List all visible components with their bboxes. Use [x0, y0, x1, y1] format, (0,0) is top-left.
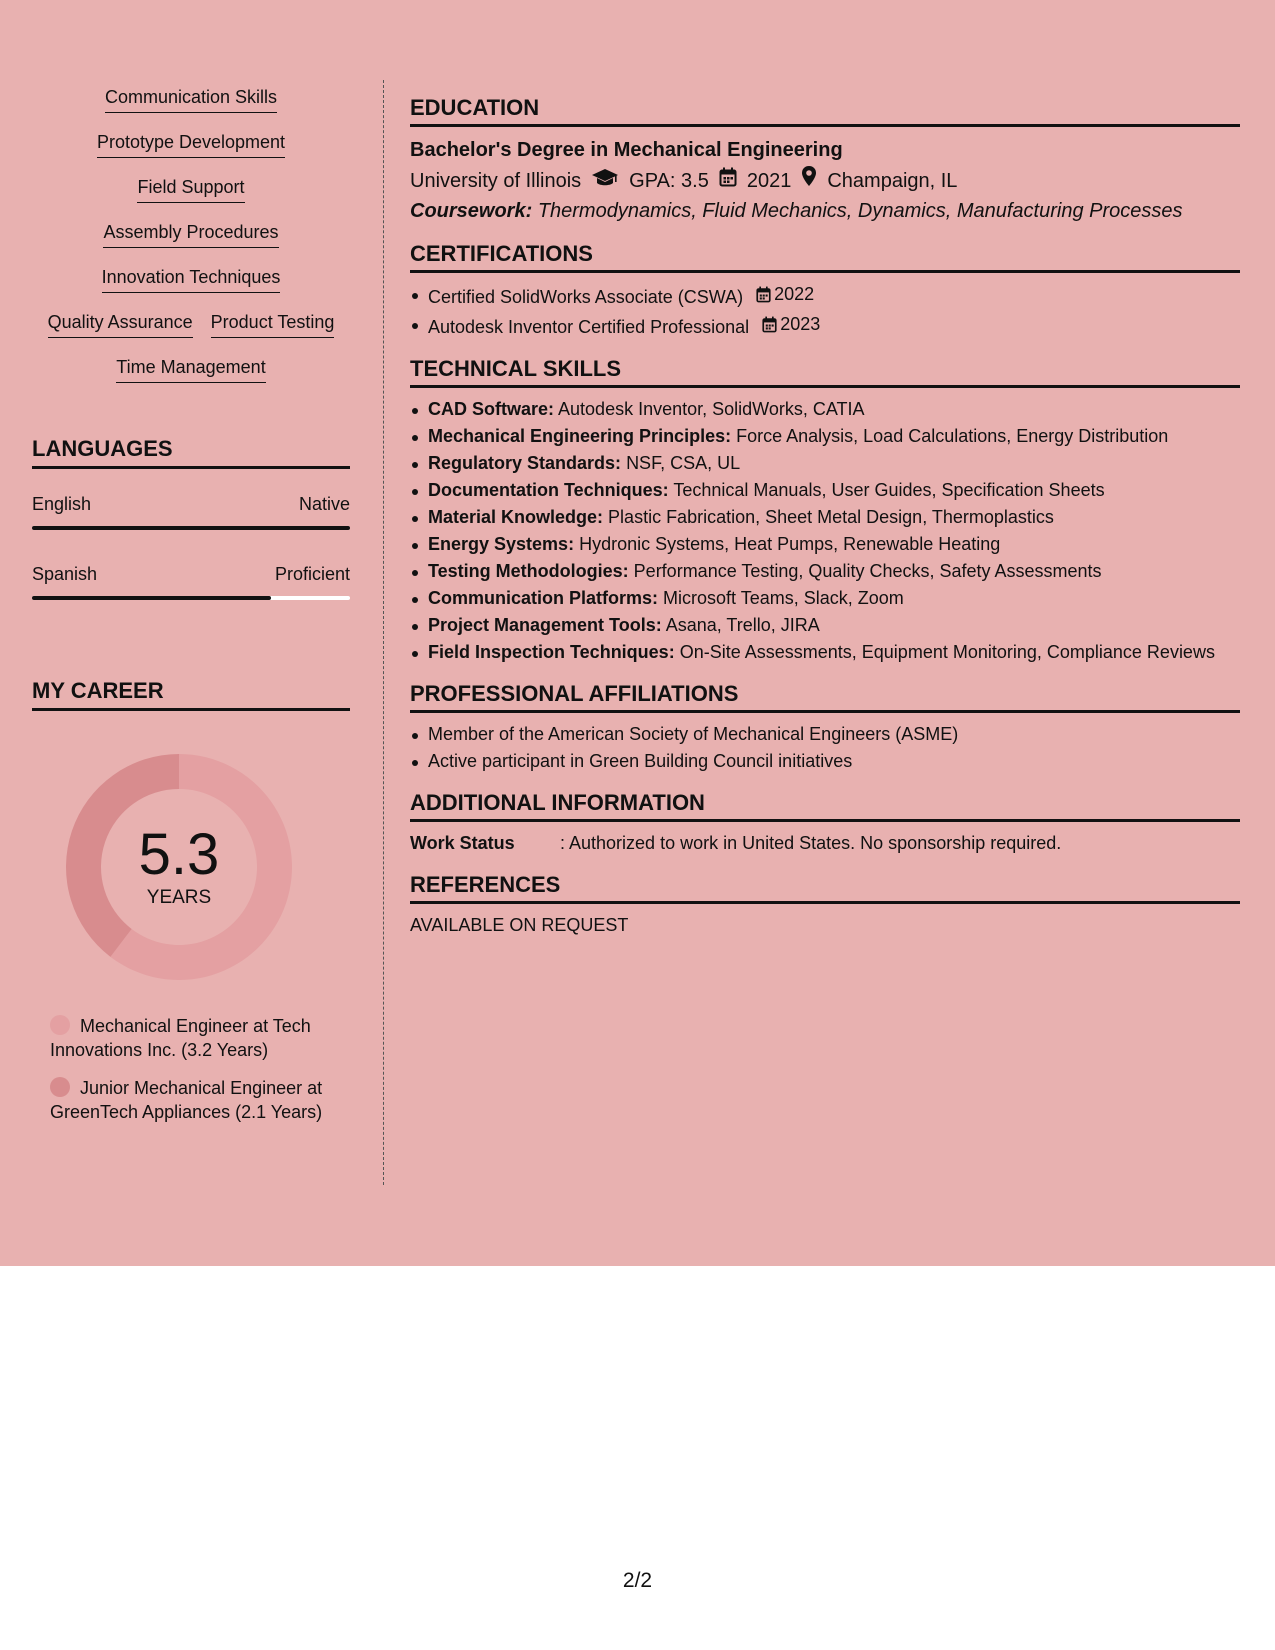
affiliations-section: [410, 680, 1240, 775]
technical-skill-item: [410, 477, 1240, 504]
certifications-section: [410, 240, 1240, 341]
language-level: Proficient: [274, 564, 350, 584]
skill-value: Plastic Fabrication, Sheet Metal Design, Thermoplastics: [608, 507, 1054, 527]
certification-item: [410, 281, 1240, 311]
technical-skill-item: [410, 558, 1240, 585]
location-pin-icon: [801, 165, 817, 196]
language-progress-fill: [32, 526, 350, 530]
skill-tag: Product Testing: [211, 309, 335, 338]
skill-label: Communication Platforms:: [428, 588, 659, 608]
skills-list: [32, 84, 350, 399]
skill-label: CAD Software:: [428, 399, 555, 419]
skill-value: Asana, Trello, JIRA: [665, 615, 820, 635]
career-legend-text: Junior Mechanical Engineer at GreenTech Appliances (2.1 Years): [50, 1078, 323, 1122]
career-legend-item: [50, 1014, 340, 1062]
affiliation-item: Member of the American Society of Mechanical Engineers (ASME): [410, 721, 1240, 748]
skill-label: Project Management Tools:: [428, 615, 662, 635]
career-legend-text: Mechanical Engineer at Tech Innovations Inc. (3.2 Years): [50, 1016, 311, 1060]
language-name: Spanish: [32, 564, 98, 584]
skill-label: Documentation Techniques:: [428, 480, 669, 500]
references-section: [410, 871, 1240, 939]
calendar-icon: [719, 166, 737, 196]
additional-info-section: [410, 789, 1240, 857]
career-legend-item: [50, 1076, 340, 1124]
career-total-unit: YEARS: [146, 887, 212, 908]
certification-item: [410, 311, 1240, 341]
certification-year: 2022: [774, 284, 815, 304]
skill-value: Autodesk Inventor, SolidWorks, CATIA: [558, 399, 865, 419]
skill-label: Field Inspection Techniques:: [428, 642, 675, 662]
technical-skills-heading: TECHNICAL SKILLS: [410, 355, 1240, 388]
career-heading: MY CAREER: [32, 678, 350, 711]
skill-label: Mechanical Engineering Principles:: [428, 426, 732, 446]
technical-skills-section: [410, 355, 1240, 666]
skill-tag: Field Support: [137, 174, 244, 203]
gpa-value: GPA: 3.5: [629, 169, 709, 192]
work-status-label: Work Status: [410, 833, 515, 853]
skill-value: NSF, CSA, UL: [626, 453, 741, 473]
sidebar: [32, 84, 350, 1122]
technical-skill-item: [410, 531, 1240, 558]
certification-year: 2023: [780, 314, 821, 334]
calendar-icon: [756, 286, 771, 303]
references-heading: REFERENCES: [410, 871, 1240, 904]
language-name: English: [32, 494, 92, 514]
language-progress-bar: [32, 596, 350, 600]
skill-value: Microsoft Teams, Slack, Zoom: [663, 588, 904, 608]
graduation-cap-icon: [591, 166, 619, 196]
education-section: [410, 94, 1240, 226]
education-details: [410, 165, 1240, 196]
skill-label: Regulatory Standards:: [428, 453, 622, 473]
coursework: [410, 196, 1240, 226]
page-number: 2/2: [622, 1569, 653, 1592]
school-location: Champaign, IL: [827, 169, 958, 192]
degree-title: Bachelor's Degree in Mechanical Engineering: [410, 139, 843, 161]
education-heading: EDUCATION: [410, 94, 1240, 127]
language-row: [32, 492, 350, 530]
technical-skill-item: [410, 396, 1240, 423]
skill-tag: Prototype Development: [97, 129, 285, 158]
technical-skill-item: [410, 423, 1240, 450]
work-status-value: : Authorized to work in United States. No sponsorship required.: [560, 833, 1062, 853]
skill-value: Performance Testing, Quality Checks, Safety Assessments: [633, 561, 1102, 581]
technical-skill-item: [410, 504, 1240, 531]
technical-skill-item: [410, 639, 1240, 666]
skill-tag: Innovation Techniques: [102, 264, 281, 293]
skill-label: Testing Methodologies:: [428, 561, 629, 581]
skill-tag: Quality Assurance: [48, 309, 193, 338]
column-divider: [383, 80, 384, 1185]
language-progress-bar: [32, 526, 350, 530]
calendar-icon: [762, 316, 777, 333]
skill-value: Technical Manuals, User Guides, Specification Sheets: [673, 480, 1105, 500]
coursework-label: Coursework:: [410, 200, 533, 222]
skill-value: On-Site Assessments, Equipment Monitoring, Compliance Reviews: [679, 642, 1215, 662]
affiliation-item: Active participant in Green Building Council initiatives: [410, 748, 1240, 775]
language-progress-fill: [32, 596, 271, 600]
skill-label: Energy Systems:: [428, 534, 575, 554]
languages-heading: LANGUAGES: [32, 436, 350, 469]
work-status-row: [410, 830, 1240, 857]
career-donut-chart: [66, 754, 292, 980]
certification-name: Certified SolidWorks Associate (CSWA): [428, 287, 744, 307]
skill-value: Force Analysis, Load Calculations, Energy Distribution: [736, 426, 1169, 446]
school-name: University of Illinois: [410, 169, 582, 192]
technical-skill-item: [410, 450, 1240, 477]
additional-info-heading: ADDITIONAL INFORMATION: [410, 789, 1240, 822]
skill-tag: Time Management: [116, 354, 265, 383]
legend-dot-icon: [50, 1077, 70, 1097]
main-content: [410, 94, 1240, 953]
coursework-list: Thermodynamics, Fluid Mechanics, Dynamics, Manufacturing Processes: [537, 200, 1183, 222]
certifications-heading: CERTIFICATIONS: [410, 240, 1240, 273]
graduation-year: 2021: [746, 169, 792, 192]
language-row: [32, 562, 350, 600]
certification-name: Autodesk Inventor Certified Professional: [428, 317, 750, 337]
skill-tag: Assembly Procedures: [103, 219, 278, 248]
affiliations-heading: PROFESSIONAL AFFILIATIONS: [410, 680, 1240, 713]
skill-label: Material Knowledge:: [428, 507, 604, 527]
skill-tag: Communication Skills: [105, 84, 277, 113]
career-total-value: 5.3: [138, 822, 220, 887]
career-legend: [50, 1014, 340, 1138]
language-level: Native: [298, 494, 350, 514]
technical-skill-item: [410, 585, 1240, 612]
technical-skill-item: [410, 612, 1240, 639]
skill-value: Hydronic Systems, Heat Pumps, Renewable Heating: [579, 534, 1001, 554]
legend-dot-icon: [50, 1015, 70, 1035]
references-text: AVAILABLE ON REQUEST: [410, 915, 629, 935]
